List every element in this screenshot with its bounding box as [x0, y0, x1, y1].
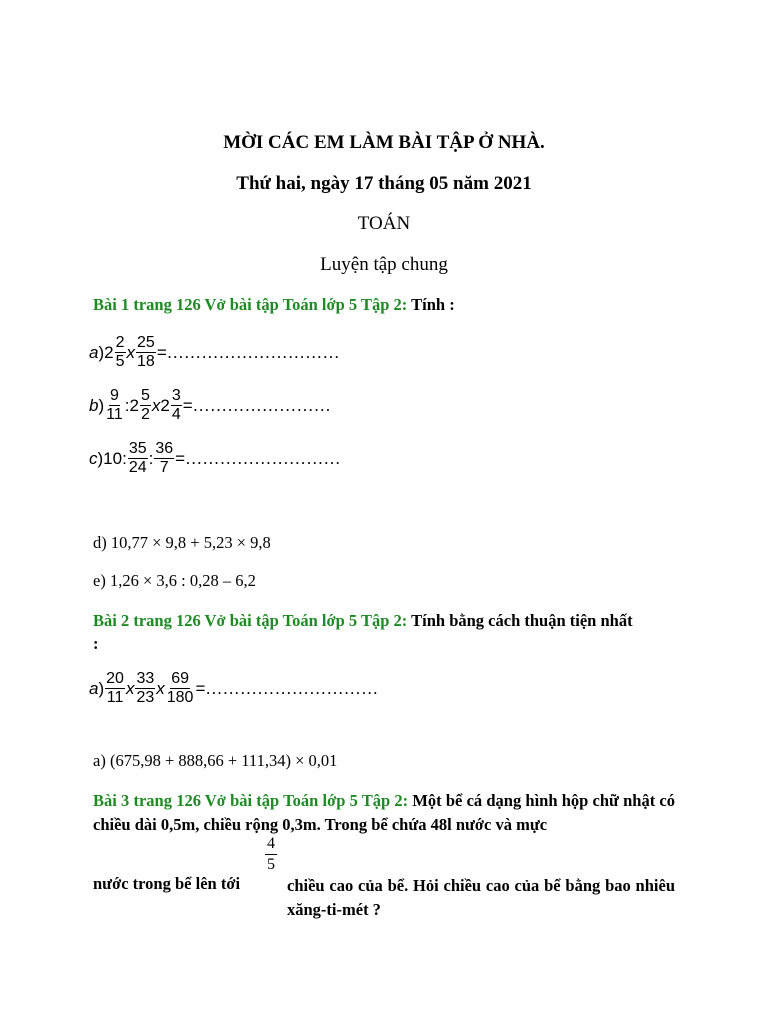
operator: : — [124, 395, 130, 415]
exercise-3-text-continued: chiều cao của bể. Hỏi chiều cao của bể bằng bao nhiêu xăng-ti-mét ? — [287, 876, 675, 919]
exercise-3-title: Bài 3 trang 126 Vở bài tập Toán lớp 5 Tập 2: — [93, 791, 409, 810]
equals-sign: = — [182, 395, 193, 415]
item-label: a — [89, 678, 99, 698]
fraction-denominator: 5 — [267, 856, 275, 873]
exercise-2-colon: : — [93, 634, 99, 653]
operator: x — [126, 342, 136, 362]
whole-number: 2 — [160, 395, 170, 415]
fraction: $\frac{25}{18}$ — [137, 334, 155, 370]
operator: x — [151, 395, 161, 415]
exercise-2-title: Bài 2 trang 126 Vở bài tập Toán lớp 5 Tập 2: — [93, 611, 408, 630]
equals-sign: = — [156, 342, 167, 362]
exercise-1-title: Bài 1 trang 126 Vở bài tập Toán lớp 5 Tập 2: — [93, 295, 408, 314]
expression-2a: a ) $\frac{20}{11}$ x $\frac{33}{23}$ x $\frac{69}{180}$ = ………………………… — [89, 670, 379, 706]
equals-sign: = — [175, 448, 186, 468]
fraction: $\frac{35}{24}$ — [128, 440, 147, 476]
answer-dots: ………………………… — [166, 342, 340, 362]
answer-dots: ……………………… — [185, 448, 341, 468]
expression-1c: c ) 10 : $\frac{35}{24}$ : $\frac{36}{7}$ = ……………………… — [89, 440, 341, 476]
fraction: $\frac{33}{23}$ — [136, 670, 155, 706]
item-label: a — [89, 342, 99, 362]
whole-number: 10 — [103, 448, 123, 468]
exercise-3-text-part: nước trong bể lên tới — [93, 874, 241, 893]
fraction: $\frac{20}{11}$ — [106, 670, 124, 706]
whole-number: 2 — [129, 395, 139, 415]
fraction: $\frac{69}{180}$ — [166, 670, 194, 706]
operator: x — [125, 678, 135, 698]
expression-1b: b ) $\frac{9}{11}$ : 2 $\frac{5}{2}$ x 2 $\frac{3}{4}$ = …………………… — [89, 387, 332, 423]
expression-2a-decimal: a) (675,98 + 888,66 + 111,34) × 0,01 — [93, 751, 338, 770]
fraction: $\frac{3}{4}$ — [171, 387, 181, 423]
whole-number: 2 — [104, 342, 114, 362]
exercise-1-task: Tính : — [407, 295, 455, 314]
item-label: b — [89, 395, 99, 415]
expression-1d: d) 10,77 × 9,8 + 5,23 × 9,8 — [93, 533, 271, 552]
item-label: c — [89, 448, 98, 468]
equals-sign: = — [195, 678, 206, 698]
answer-dots: …………………… — [192, 395, 332, 415]
answer-dots: ………………………… — [205, 678, 379, 698]
lesson-title: Luyện tập chung — [320, 254, 448, 275]
exercise-2-heading — [93, 611, 633, 631]
fraction: $\frac{9}{11}$ — [106, 387, 123, 423]
exercise-2-task: Tính bằng cách thuận tiện nhất — [407, 611, 633, 630]
expression-1e: e) 1,26 × 3,6 : 0,28 – 6,2 — [93, 571, 256, 590]
fraction: $\frac{36}{7}$ — [155, 440, 174, 476]
exercise-3-text: Một bể cá dạng hình hộp chữ nhật có chiều dài 0,5m, chiều rộng 0,3m. Trong bể chứa 48l nước và mực — [93, 791, 675, 834]
fraction-numerator: 4 — [265, 834, 277, 855]
exercise-3-paragraph — [93, 789, 675, 837]
operator: : — [148, 448, 154, 468]
exercise-1-heading — [93, 295, 455, 315]
fraction: $\frac{2}{5}$ — [115, 334, 125, 370]
fraction: $\frac{5}{2}$ — [140, 387, 150, 423]
date-line: Thứ hai, ngày 17 tháng 05 năm 2021 — [236, 173, 532, 194]
expression-1a: a ) 2 $\frac{2}{5}$ x $\frac{25}{18}$ = ………………………… — [89, 334, 340, 370]
fraction-four-fifths — [265, 834, 277, 875]
subject-title: TOÁN — [357, 213, 411, 234]
homework-title: MỜI CÁC EM LÀM BÀI TẬP Ở NHÀ. — [223, 132, 545, 153]
operator: x — [156, 678, 165, 698]
operator: : — [122, 448, 127, 468]
